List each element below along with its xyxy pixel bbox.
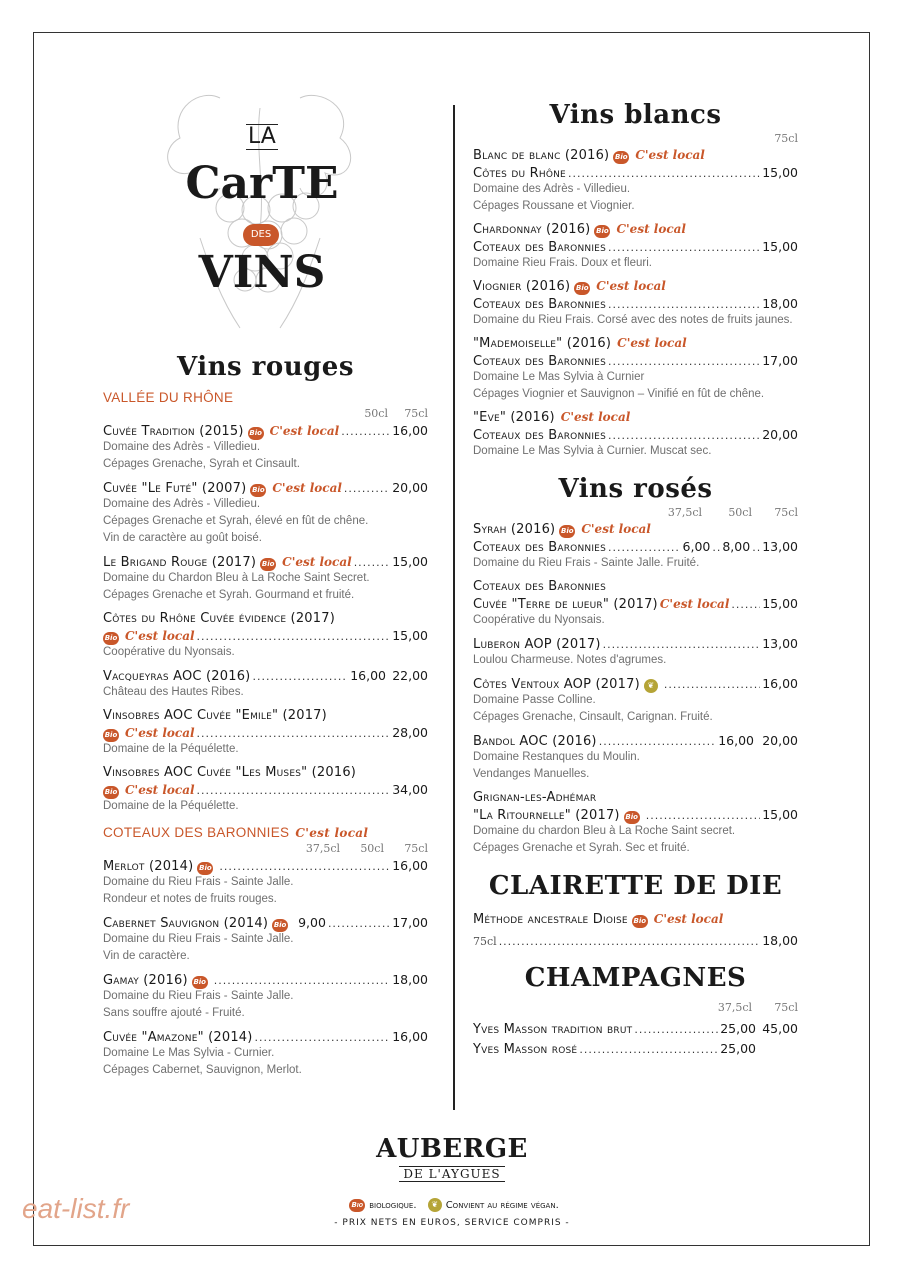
wine-desc: Domaine des Adrès - Villedieu.	[103, 441, 261, 453]
wine-name: Syrah (2016)	[473, 522, 556, 537]
wine-name: Gamay (2016)	[103, 973, 188, 988]
bio-icon: Bio	[624, 811, 640, 824]
wine-appellation: Coteaux des Baronnies	[473, 297, 606, 312]
wine-appellation: Coteaux des Baronnies	[473, 428, 606, 443]
wine-desc: Coopérative du Nyonsais.	[103, 646, 235, 658]
wine-desc: Domaine du Rieu Frais - Sainte Jalle. Fruité.	[473, 557, 700, 569]
wine-desc: Coopérative du Nyonsais.	[473, 614, 605, 626]
price-75cl: 18,00	[762, 296, 798, 311]
wine-desc: Cépages Grenache, Cinsault, Carignan. Fruité.	[473, 711, 713, 723]
price-75cl: 16,00	[392, 1029, 428, 1044]
price-note: - PRIX NETS EN EUROS, SERVICE COMPRIS -	[334, 1218, 570, 1228]
wine-item	[103, 914, 428, 965]
region-vallee-du-rhone: VALLÉE DU RHÔNE	[103, 390, 234, 405]
size-header	[103, 407, 428, 420]
size-label: 37,5cl	[667, 506, 702, 519]
bio-icon: Bio	[103, 786, 119, 799]
wine-name: Vacqueyras AOC (2016)	[103, 669, 251, 684]
wine-desc: Domaine Le Mas Sylvia à Curnier. Muscat sec.	[473, 445, 712, 457]
wine-name: Yves Masson tradition brut	[473, 1022, 633, 1037]
bio-icon: Bio	[250, 484, 266, 497]
vins-rouges-title: Vins rouges	[177, 352, 354, 382]
local-badge: C'est local	[125, 726, 195, 740]
bio-icon: Bio	[594, 225, 610, 238]
wine-item	[473, 221, 798, 272]
wine-name: Cuvée "Amazone" (2014)	[103, 1030, 253, 1045]
region-label: COTEAUX DES BARONNIES	[103, 825, 290, 840]
wine-name: "Mademoiselle" (2016)	[473, 336, 612, 351]
local-badge: C'est local	[269, 424, 340, 438]
wine-name: Vinsobres AOC Cuvée "Emile" (2017)	[103, 708, 327, 723]
wine-item	[103, 971, 428, 1022]
price-75cl: 15,00	[762, 239, 798, 254]
local-badge: C'est local	[125, 783, 195, 797]
wine-item	[473, 911, 798, 949]
champagnes-title: CHAMPAGNES	[524, 963, 747, 993]
wine-item	[103, 422, 428, 473]
local-badge: C'est local	[581, 522, 651, 536]
size-label: 50cl	[728, 506, 752, 519]
wine-name: Cuvée "Terre de lueur" (2017)	[473, 597, 658, 612]
wine-item	[103, 764, 428, 815]
wine-appellation: Côtes du Rhône	[473, 166, 566, 181]
wine-desc: Cépages Viognier et Sauvignon – Vinifié en fût de chêne.	[473, 388, 765, 400]
price-75cl: 15,00	[392, 628, 428, 643]
wine-desc: Cépages Grenache et Syrah. Sec et fruité.	[473, 842, 690, 854]
bio-icon: Bio	[103, 632, 119, 645]
price-75cl: 20,00	[762, 427, 798, 442]
bio-icon: Bio	[613, 151, 629, 164]
local-badge: C'est local	[659, 597, 730, 611]
local-badge: C'est local	[617, 336, 687, 350]
wine-desc: Domaine de la Péquélette.	[103, 743, 239, 755]
wine-desc: Domaine du Rieu Frais - Sainte Jalle.	[103, 933, 294, 945]
vins-blancs-title: Vins blancs	[549, 100, 722, 130]
price-50cl: 16,00	[718, 733, 754, 748]
wine-appellation: Coteaux des Baronnies	[473, 354, 606, 369]
size-label: 75cl	[404, 842, 428, 855]
bio-icon: Bio	[248, 427, 264, 440]
local-badge: C'est local	[596, 279, 666, 293]
local-badge: C'est local	[295, 826, 369, 840]
wine-desc: Domaine Passe Colline.	[473, 694, 596, 706]
logo-la: LA	[248, 124, 276, 149]
wine-item	[473, 578, 798, 629]
wine-desc: Cépages Cabernet, Sauvignon, Merlot.	[103, 1064, 302, 1076]
wine-item	[473, 278, 798, 329]
wine-name: "Eve" (2016)	[473, 410, 555, 425]
price-75cl: 15,00	[762, 807, 798, 822]
wine-name: Cuvée "Le Futé" (2007)	[103, 481, 247, 496]
wine-item	[103, 1028, 428, 1079]
price-37cl: 25,00	[720, 1041, 756, 1056]
logo-carte: CarTE	[185, 158, 339, 209]
size-header	[473, 1001, 798, 1014]
wine-desc: Domaine du Chardon Bleu à La Roche Saint Secret.	[103, 572, 370, 584]
price-75cl: 28,00	[392, 725, 428, 740]
local-badge: C'est local	[272, 481, 342, 495]
price-37cl: 6,00	[682, 539, 711, 554]
region-coteaux-des-baronnies	[103, 825, 428, 840]
local-badge: C'est local	[560, 410, 631, 424]
watermark: eat-list.fr	[22, 1193, 130, 1224]
bio-legend-label: biologique.	[369, 1200, 417, 1211]
wine-name: "La Ritournelle" (2017)	[473, 808, 620, 823]
price-75cl: 18,00	[392, 972, 428, 987]
price-75cl: 13,00	[762, 539, 798, 554]
wine-desc: Domaine du chardon Bleu à La Roche Saint secret.	[473, 825, 736, 837]
wine-item	[473, 335, 798, 403]
la-carte-des-vins-logo	[160, 88, 360, 333]
wine-desc: Loulou Charmeuse. Notes d'agrumes.	[473, 654, 667, 666]
size-label: 37,5cl	[305, 842, 340, 855]
price-50cl: 8,00	[722, 539, 751, 554]
local-badge: C'est local	[616, 222, 686, 236]
price-75cl: 20,00	[392, 480, 428, 495]
price-75cl: 16,00	[762, 676, 798, 691]
wine-name: Vinsobres AOC Cuvée "Les Muses" (2016)	[103, 765, 357, 780]
wine-appellation: Grignan-les-Adhémar	[473, 790, 597, 805]
size-label: 75cl	[774, 1001, 798, 1014]
wine-name: Chardonnay (2016)	[473, 222, 591, 237]
wine-item	[103, 610, 428, 661]
auberge-title: AUBERGE	[376, 1134, 528, 1164]
local-badge: C'est local	[125, 629, 195, 643]
price-37cl: 25,00	[720, 1021, 756, 1036]
wine-item	[103, 857, 428, 908]
wine-item	[473, 789, 798, 857]
wine-name: Blanc de blanc (2016)	[473, 148, 610, 163]
wine-name: Le Brigand Rouge (2017)	[103, 555, 257, 570]
wine-item	[473, 635, 798, 669]
wine-desc: Domaine du Rieu Frais - Sainte Jalle.	[103, 990, 294, 1002]
size-header	[473, 132, 798, 145]
wine-name: Viognier (2016)	[473, 279, 571, 294]
wine-name: Yves Masson rosé	[473, 1042, 578, 1057]
vins-roses-title: Vins rosés	[558, 474, 713, 504]
bio-icon: Bio	[260, 558, 276, 571]
wine-item	[473, 1020, 798, 1057]
wine-name: Cuvée Tradition (2015)	[103, 424, 244, 439]
price-75cl: 20,00	[762, 733, 798, 748]
price-75cl: 16,00	[392, 423, 428, 438]
size-label: 50cl	[360, 842, 384, 855]
wine-appellation: Coteaux des Baronnies	[473, 240, 606, 255]
price-37cl: 9,00	[298, 915, 326, 930]
wine-name: Luberon AOP (2017)	[473, 637, 601, 652]
wine-item	[473, 732, 798, 783]
wine-desc: Domaine Restanques du Moulin.	[473, 751, 640, 763]
wine-name: Côtes Ventoux AOP (2017)	[473, 677, 640, 692]
bio-icon: Bio	[574, 282, 590, 295]
wine-desc: Domaine du Rieu Frais - Sainte Jalle.	[103, 876, 294, 888]
price-75cl: 18,00	[762, 933, 798, 948]
wine-item	[103, 479, 428, 547]
bio-icon: Bio	[103, 729, 119, 742]
size-label: 75cl	[473, 935, 497, 948]
wine-desc: Domaine Rieu Frais. Doux et fleuri.	[473, 257, 652, 269]
bio-icon: Bio	[349, 1199, 365, 1212]
wine-item	[473, 675, 798, 726]
bio-icon: Bio	[632, 915, 648, 928]
wine-name: Côtes du Rhône Cuvée évidence (2017)	[103, 611, 335, 626]
wine-desc: Vendanges Manuelles.	[473, 768, 590, 780]
wine-desc: Rondeur et notes de fruits rouges.	[103, 893, 277, 905]
logo-vins: VINS	[198, 247, 326, 298]
wine-desc: Vin de caractère au goût boisé.	[103, 532, 262, 544]
wine-desc: Domaine des Adrès - Villedieu.	[103, 498, 261, 510]
size-label: 75cl	[774, 506, 798, 519]
wine-name: Merlot (2014)	[103, 859, 194, 874]
size-header	[103, 842, 428, 855]
price-75cl: 34,00	[392, 782, 428, 797]
auberge-subtitle: DE L'AYGUES	[399, 1166, 504, 1182]
wine-desc: Vin de caractère.	[103, 950, 190, 962]
wine-desc: Château des Hautes Ribes.	[103, 686, 244, 698]
wine-item	[473, 521, 798, 572]
size-header	[473, 506, 798, 519]
wine-name: Méthode ancestrale Dioise	[473, 912, 628, 927]
local-badge: C'est local	[653, 912, 724, 926]
price-75cl: 22,00	[392, 668, 428, 683]
wine-appellation: Coteaux des Baronnies	[473, 540, 606, 555]
local-badge: C'est local	[282, 555, 352, 569]
size-label: 37,5cl	[717, 1001, 752, 1014]
bio-icon: Bio	[197, 862, 213, 875]
column-divider	[453, 105, 455, 1110]
vegan-legend-label: Convient au régime végan.	[445, 1200, 559, 1211]
wine-desc: Cépages Grenache et Syrah, élevé en fût de chêne.	[103, 515, 369, 527]
left-column	[103, 352, 428, 1085]
wine-desc: Cépages Grenache et Syrah. Gourmand et fruité.	[103, 589, 355, 601]
size-label: 50cl	[364, 407, 388, 420]
auberge-logo	[350, 1135, 554, 1182]
price-75cl: 17,00	[392, 915, 428, 930]
price-75cl: 45,00	[762, 1021, 798, 1036]
size-label: 75cl	[774, 132, 798, 145]
logo-des-badge: DES	[243, 224, 279, 246]
wine-desc: Domaine Le Mas Sylvia - Curnier.	[103, 1047, 275, 1059]
vegan-icon: ❦	[644, 679, 658, 693]
wine-item	[473, 147, 798, 215]
wine-item	[103, 707, 428, 758]
wine-desc: Domaine du Rieu Frais. Corsé avec des notes de fruits jaunes.	[473, 314, 793, 326]
wine-name: Bandol AOC (2016)	[473, 734, 597, 749]
bio-icon: Bio	[272, 919, 288, 932]
wine-item	[103, 667, 428, 701]
price-75cl: 15,00	[392, 554, 428, 569]
right-column	[473, 100, 798, 1063]
wine-item	[103, 553, 428, 604]
price-75cl: 13,00	[762, 636, 798, 651]
local-badge: C'est local	[635, 148, 705, 162]
price-50cl: 16,00	[350, 668, 386, 683]
price-75cl: 15,00	[762, 596, 798, 611]
vegan-icon: ❦	[428, 1198, 442, 1212]
wine-appellation: Coteaux des Baronnies	[473, 579, 606, 594]
wine-desc: Domaine de la Péquélette.	[103, 800, 239, 812]
bio-icon: Bio	[559, 525, 575, 538]
wine-desc: Cépages Grenache, Syrah et Cinsault.	[103, 458, 300, 470]
price-75cl: 17,00	[762, 353, 798, 368]
wine-item	[473, 409, 798, 460]
wine-desc: Cépages Roussane et Viognier.	[473, 200, 635, 212]
legend	[300, 1198, 604, 1228]
wine-desc: Sans souffre ajouté - Fruité.	[103, 1007, 245, 1019]
size-label: 75cl	[404, 407, 428, 420]
clairette-title: CLAIRETTE DE DIE	[488, 871, 783, 901]
price-75cl: 15,00	[762, 165, 798, 180]
price-75cl: 16,00	[392, 858, 428, 873]
bio-icon: Bio	[192, 976, 208, 989]
wine-name: Cabernet Sauvignon (2014)	[103, 916, 269, 931]
wine-desc: Domaine des Adrès - Villedieu.	[473, 183, 631, 195]
wine-desc: Domaine Le Mas Sylvia à Curnier	[473, 371, 645, 383]
